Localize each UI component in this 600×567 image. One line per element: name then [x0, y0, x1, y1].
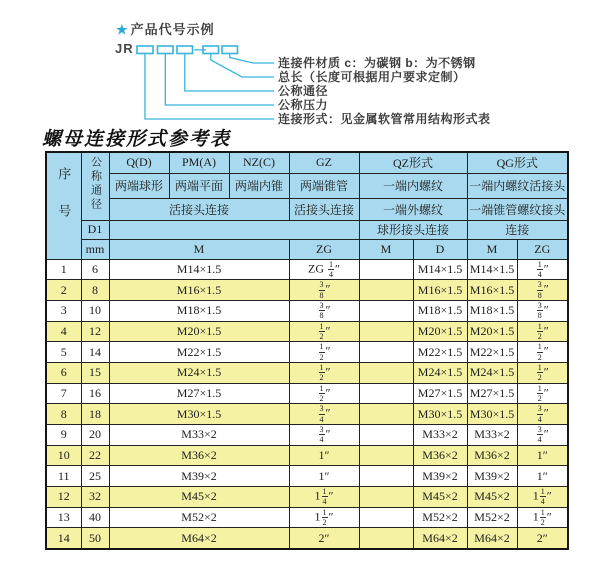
cell-seq: 1: [46, 259, 81, 280]
header-ext-thread-qz: 一端外螺纹: [359, 198, 467, 220]
cell-dn: 10: [81, 300, 109, 321]
header-row-4: [46, 220, 568, 239]
fraction: $\frac{1}{2}$: [319, 321, 324, 341]
cell-m: M18×1.5: [109, 300, 289, 321]
header-taper-joint-qg: 一端锥管螺纹接头: [467, 198, 568, 220]
fraction: $\frac{3}{8}$: [319, 280, 324, 300]
code-prefix: JR: [115, 41, 134, 56]
diagram-title-text: 产品代号示例: [130, 22, 215, 37]
cell-qz_m: [359, 342, 413, 363]
cell-qg_zg: 1 $\frac{1}{2}$ ″: [517, 507, 568, 528]
fraction: $\frac{3}{4}$: [537, 404, 542, 424]
cell-seq: 4: [46, 321, 81, 342]
cell-m: M36×2: [109, 445, 289, 466]
table-row: [46, 259, 568, 280]
cell-qz_d: M24×1.5: [413, 362, 467, 383]
cell-qz_d: M33×2: [413, 425, 467, 446]
cell-qz_d: M36×2: [413, 445, 467, 466]
cell-qz_m: [359, 528, 413, 549]
cell-qz_d: M45×2: [413, 487, 467, 508]
cell-dn: 32: [81, 487, 109, 508]
cell-m: M52×2: [109, 507, 289, 528]
header-qz-d: D: [413, 239, 467, 259]
header-row-1: [46, 152, 568, 173]
cell-qg_zg: $\frac{1}{4}$ ″: [517, 259, 568, 280]
cell-qg_zg: $\frac{1}{2}$ ″: [517, 362, 568, 383]
cell-zg: $\frac{1}{2}$ ″: [289, 362, 359, 383]
table-row: [46, 362, 568, 383]
cell-m: M14×1.5: [109, 259, 289, 280]
cell-qz_d: M18×1.5: [413, 300, 467, 321]
leader-line-material: [230, 54, 274, 64]
fraction: $\frac{1}{2}$: [537, 342, 542, 362]
fraction: $\frac{3}{8}$: [537, 280, 542, 300]
cell-seq: 10: [46, 445, 81, 466]
label-connection: 连接形式：见金属软管常用结构形式表: [278, 112, 491, 126]
cell-seq: 9: [46, 425, 81, 446]
cell-qg_zg: 1″: [517, 445, 568, 466]
cell-qz_d: M20×1.5: [413, 321, 467, 342]
cell-m: M24×1.5: [109, 362, 289, 383]
header-col-gz: GZ: [289, 152, 359, 173]
cell-qz_d: M14×1.5: [413, 259, 467, 280]
cell-qz_d: M16×1.5: [413, 280, 467, 301]
fraction: $\frac{3}{4}$: [537, 425, 542, 445]
header-row-2: [46, 173, 568, 198]
fraction: $\frac{3}{8}$: [537, 301, 542, 321]
cell-zg: $\frac{3}{8}$ ″: [289, 300, 359, 321]
header-union-left: 活接头连接: [109, 198, 289, 220]
cell-qg_m: M45×2: [467, 487, 517, 508]
cell-seq: 3: [46, 300, 81, 321]
cell-seq: 13: [46, 507, 81, 528]
fraction: $\frac{1}{2}$: [319, 342, 324, 362]
cell-dn: 16: [81, 383, 109, 404]
header-row-5: [46, 239, 568, 259]
cell-qg_zg: $\frac{3}{8}$ ″: [517, 300, 568, 321]
header-col-q: Q(D): [109, 152, 169, 173]
nut-connection-table: [45, 151, 569, 550]
cell-qz_d: M30×1.5: [413, 404, 467, 425]
cell-qg_m: M52×2: [467, 507, 517, 528]
cell-qg_m: M64×2: [467, 528, 517, 549]
header-m-main: M: [109, 239, 289, 259]
cell-zg: $\frac{1}{2}$ ″: [289, 342, 359, 363]
label-pressure: 公称压力: [278, 98, 329, 112]
table-row: [46, 528, 568, 549]
cell-seq: 6: [46, 362, 81, 383]
cell-dn: 25: [81, 466, 109, 487]
cell-zg: $\frac{3}{4}$ ″: [289, 404, 359, 425]
cell-dn: 15: [81, 362, 109, 383]
cell-qg_m: M20×1.5: [467, 321, 517, 342]
cell-qz_d: M27×1.5: [413, 383, 467, 404]
cell-dn: 6: [81, 259, 109, 280]
cell-qg_zg: 1″: [517, 466, 568, 487]
cell-zg: 1″: [289, 445, 359, 466]
table-body: [46, 259, 568, 549]
cell-seq: 8: [46, 404, 81, 425]
cell-m: M30×1.5: [109, 404, 289, 425]
cell-qz_m: [359, 466, 413, 487]
cell-dn: 14: [81, 342, 109, 363]
table-row: [46, 466, 568, 487]
cell-qz_m: [359, 362, 413, 383]
header-qg-m: M: [467, 239, 517, 259]
cell-qz_m: [359, 404, 413, 425]
cell-qg_m: M30×1.5: [467, 404, 517, 425]
fraction: $\frac{3}{4}$: [319, 425, 324, 445]
leader-lines: [145, 54, 274, 120]
cell-seq: 5: [46, 342, 81, 363]
cell-m: M64×2: [109, 528, 289, 549]
cell-qg_zg: 1 $\frac{1}{4}$ ″: [517, 487, 568, 508]
leader-line-diameter: [185, 54, 274, 92]
fraction: $\frac{1}{2}$: [540, 507, 545, 528]
cell-qg_m: M33×2: [467, 425, 517, 446]
cell-qz_m: [359, 259, 413, 280]
fraction: $\frac{1}{4}$: [322, 487, 327, 507]
cell-dn: 22: [81, 445, 109, 466]
cell-zg: $\frac{3}{8}$ ″: [289, 280, 359, 301]
cell-seq: 11: [46, 466, 81, 487]
header-sub-qz: 一端内螺纹: [359, 173, 467, 198]
cell-seq: 2: [46, 280, 81, 301]
cell-dn: 8: [81, 280, 109, 301]
cell-zg: 1 $\frac{1}{2}$ ″: [289, 507, 359, 528]
cell-qz_m: [359, 507, 413, 528]
cell-seq: 12: [46, 487, 81, 508]
header-sub-gz: 两端锥管: [289, 173, 359, 198]
cell-dn: 12: [81, 321, 109, 342]
cell-qg_m: M36×2: [467, 445, 517, 466]
code-box-5: [222, 46, 238, 54]
cell-qg_zg: $\frac{3}{4}$ ″: [517, 425, 568, 446]
header-row-3: [46, 198, 568, 220]
cell-seq: 7: [46, 383, 81, 404]
fraction: $\frac{3}{4}$: [319, 404, 324, 424]
fraction: $\frac{1}{2}$: [322, 507, 327, 528]
table-row: [46, 342, 568, 363]
header-empty-cell: [109, 220, 359, 239]
code-box-3: [177, 46, 193, 54]
header-col-qz: QZ形式: [359, 152, 467, 173]
fraction: $\frac{1}{4}$: [540, 487, 545, 507]
cell-m: M16×1.5: [109, 280, 289, 301]
table-row: [46, 445, 568, 466]
header-qz-m: M: [359, 239, 413, 259]
fraction: $\frac{1}{2}$: [537, 383, 542, 403]
fraction: $\frac{1}{2}$: [319, 363, 324, 383]
cell-dn: 40: [81, 507, 109, 528]
code-box-1: [137, 46, 153, 54]
cell-zg: 1″: [289, 466, 359, 487]
header-col-pm: PM(A): [169, 152, 229, 173]
header-d1: D1: [81, 220, 109, 239]
cell-qz_d: M64×2: [413, 528, 467, 549]
diagram-title: [116, 19, 215, 38]
cell-qg_m: M22×1.5: [467, 342, 517, 363]
cell-qz_d: M39×2: [413, 466, 467, 487]
table-row: [46, 300, 568, 321]
cell-qg_zg: $\frac{1}{2}$ ″: [517, 383, 568, 404]
cell-qz_m: [359, 321, 413, 342]
cell-seq: 14: [46, 528, 81, 549]
cell-qg_zg: $\frac{1}{2}$ ″: [517, 321, 568, 342]
cell-qg_m: M18×1.5: [467, 300, 517, 321]
label-length: 总长（长度可根据用户要求定制）: [278, 70, 466, 84]
cell-zg: ZG $\frac{1}{4}$ ″: [289, 259, 359, 280]
header-qg-zg: ZG: [517, 239, 568, 259]
table-row: [46, 383, 568, 404]
header-dn: 公称通径: [81, 152, 109, 220]
cell-zg: 1 $\frac{1}{4}$ ″: [289, 487, 359, 508]
cell-qz_d: M52×2: [413, 507, 467, 528]
leader-line-length: [211, 54, 274, 78]
leader-line-pressure: [165, 54, 274, 106]
cell-qz_m: [359, 445, 413, 466]
cell-dn: 50: [81, 528, 109, 549]
cell-m: M22×1.5: [109, 342, 289, 363]
cell-m: M33×2: [109, 425, 289, 446]
table-row: [46, 487, 568, 508]
cell-zg: $\frac{3}{4}$ ″: [289, 425, 359, 446]
fraction: $\frac{1}{2}$: [319, 383, 324, 403]
header-sub-qg: 一端内螺纹活接头: [467, 173, 568, 198]
header-seq: 序号: [46, 152, 81, 259]
cell-m: M20×1.5: [109, 321, 289, 342]
table-header: [46, 152, 568, 259]
fraction: $\frac{1}{2}$: [537, 363, 542, 383]
header-sub-pm: 两端平面: [169, 173, 229, 198]
table-row: [46, 404, 568, 425]
fraction: $\frac{3}{8}$: [319, 301, 324, 321]
cell-zg: $\frac{1}{2}$ ″: [289, 321, 359, 342]
cell-qz_m: [359, 487, 413, 508]
fraction: $\frac{1}{4}$: [329, 259, 333, 279]
cell-qg_m: M39×2: [467, 466, 517, 487]
cell-qg_m: M24×1.5: [467, 362, 517, 383]
cell-m: M39×2: [109, 466, 289, 487]
cell-qg_zg: $\frac{3}{4}$ ″: [517, 404, 568, 425]
cell-qz_m: [359, 425, 413, 446]
table-row: [46, 507, 568, 528]
label-material: 连接件材质 c：为碳钢 b：为不锈钢: [278, 56, 476, 70]
header-col-nz: NZ(C): [229, 152, 289, 173]
header-sub-nz: 两端内锥: [229, 173, 289, 198]
header-mm: mm: [81, 239, 109, 259]
header-sub-q: 两端球形: [109, 173, 169, 198]
header-zg-main: ZG: [289, 239, 359, 259]
code-box-2: [158, 46, 174, 54]
cell-qg_zg: $\frac{1}{2}$ ″: [517, 342, 568, 363]
cell-m: M27×1.5: [109, 383, 289, 404]
table-title: 螺母连接形式参考表: [42, 128, 232, 150]
cell-qg_m: M14×1.5: [467, 259, 517, 280]
cell-qz_m: [359, 300, 413, 321]
cell-m: M45×2: [109, 487, 289, 508]
cell-zg: 2″: [289, 528, 359, 549]
cell-qg_zg: $\frac{3}{8}$ ″: [517, 280, 568, 301]
star-icon: ★: [116, 22, 129, 37]
header-ball-joint-qz: 球形接头连接: [359, 220, 467, 239]
code-dash: —: [194, 42, 206, 56]
header-union-gz: 活接头连接: [289, 198, 359, 220]
cell-dn: 18: [81, 404, 109, 425]
table-row: [46, 425, 568, 446]
fraction: $\frac{1}{2}$: [537, 321, 542, 341]
cell-dn: 20: [81, 425, 109, 446]
label-diameter: 公称通径: [278, 84, 329, 98]
cell-qz_m: [359, 280, 413, 301]
cell-qz_m: [359, 383, 413, 404]
cell-qg_zg: 2″: [517, 528, 568, 549]
cell-qz_d: M22×1.5: [413, 342, 467, 363]
cell-zg: $\frac{1}{2}$ ″: [289, 383, 359, 404]
header-connect-qg: 连接: [467, 220, 568, 239]
table-row: [46, 280, 568, 301]
cell-qg_m: M16×1.5: [467, 280, 517, 301]
header-col-qg: QG形式: [467, 152, 568, 173]
code-boxes: [137, 46, 238, 54]
table-row: [46, 321, 568, 342]
fraction: $\frac{1}{4}$: [537, 259, 542, 279]
cell-qg_m: M27×1.5: [467, 383, 517, 404]
